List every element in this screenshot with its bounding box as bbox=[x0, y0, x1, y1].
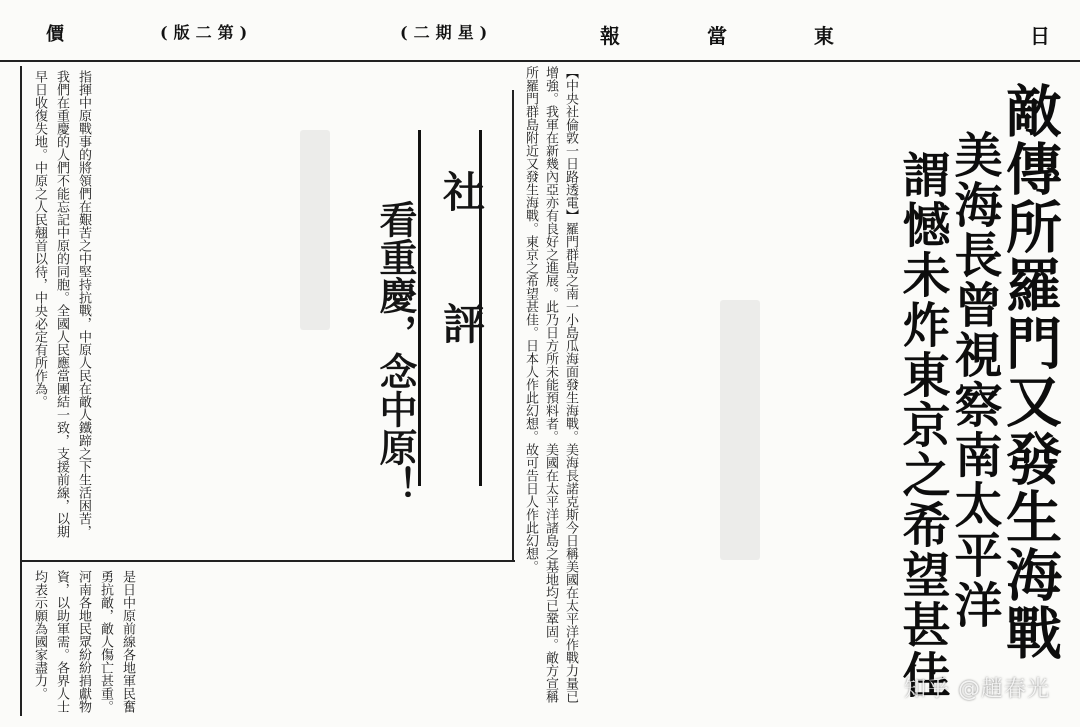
masthead-right-mark: 日 bbox=[1030, 24, 1050, 48]
news-article bbox=[520, 66, 890, 706]
lower-article bbox=[28, 570, 508, 720]
edition-label: (版二第) bbox=[160, 23, 254, 42]
date-label: (二期星) bbox=[400, 23, 494, 42]
headline-line-2: 美海長曾視察南太平洋 bbox=[946, 130, 1002, 630]
editorial-title: 看重慶，念中原！ bbox=[373, 200, 418, 504]
masthead-left-mark: 價 bbox=[46, 24, 66, 45]
editorial-label: 社評 bbox=[437, 170, 486, 434]
left-border bbox=[20, 66, 22, 716]
print-smudge bbox=[720, 300, 760, 560]
print-smudge bbox=[300, 130, 330, 330]
lower-body: 是日中原前線各地軍民奮勇抗敵，敵人傷亡甚重。河南各地民眾紛紛捐獻物資，以助軍需。各界人士均表示願為國家盡力。 bbox=[32, 570, 135, 713]
news-text bbox=[520, 66, 580, 706]
editorial-body: 指揮中原戰事的將領們在艱苦之中堅持抗戰，中原人民在敵人鐵蹄之下生活困苦，我們在重慶的人們不能忘記中原的同胞。全國人民應當團結一致，支援前線，以期早日收復失地。中原之人民翹首以待，中央必定有所作為。 bbox=[32, 70, 91, 538]
masthead bbox=[0, 16, 1080, 62]
watermark: 知乎 @趙春光 bbox=[904, 677, 1050, 702]
headline-line-1: 敵傳所羅門又發生海戰 bbox=[997, 82, 1063, 662]
column-divider bbox=[512, 90, 514, 560]
section-divider bbox=[20, 560, 515, 562]
paper-name: 報 當 東 bbox=[600, 24, 874, 48]
editorial-label-box bbox=[418, 130, 486, 486]
news-body: 羅門群島之南一小島瓜海面發生海戰。美海長諾克斯今日稱美國在太平洋作戰力量已增強。我軍在新幾內亞亦有良好之進展。此乃日方所未能預料者。美國在太平洋諸島之基地均已鞏固。敵方宣稱所羅門群島附近又發生海戰。東京之希望甚佳。日本人作此幻想。故可告日人作此幻想。 bbox=[523, 66, 578, 703]
headline-line-3: 謂憾未炸東京之希望甚佳 bbox=[894, 150, 950, 700]
news-dateline: 【中央社倫敦一日路透電】 bbox=[563, 66, 578, 222]
